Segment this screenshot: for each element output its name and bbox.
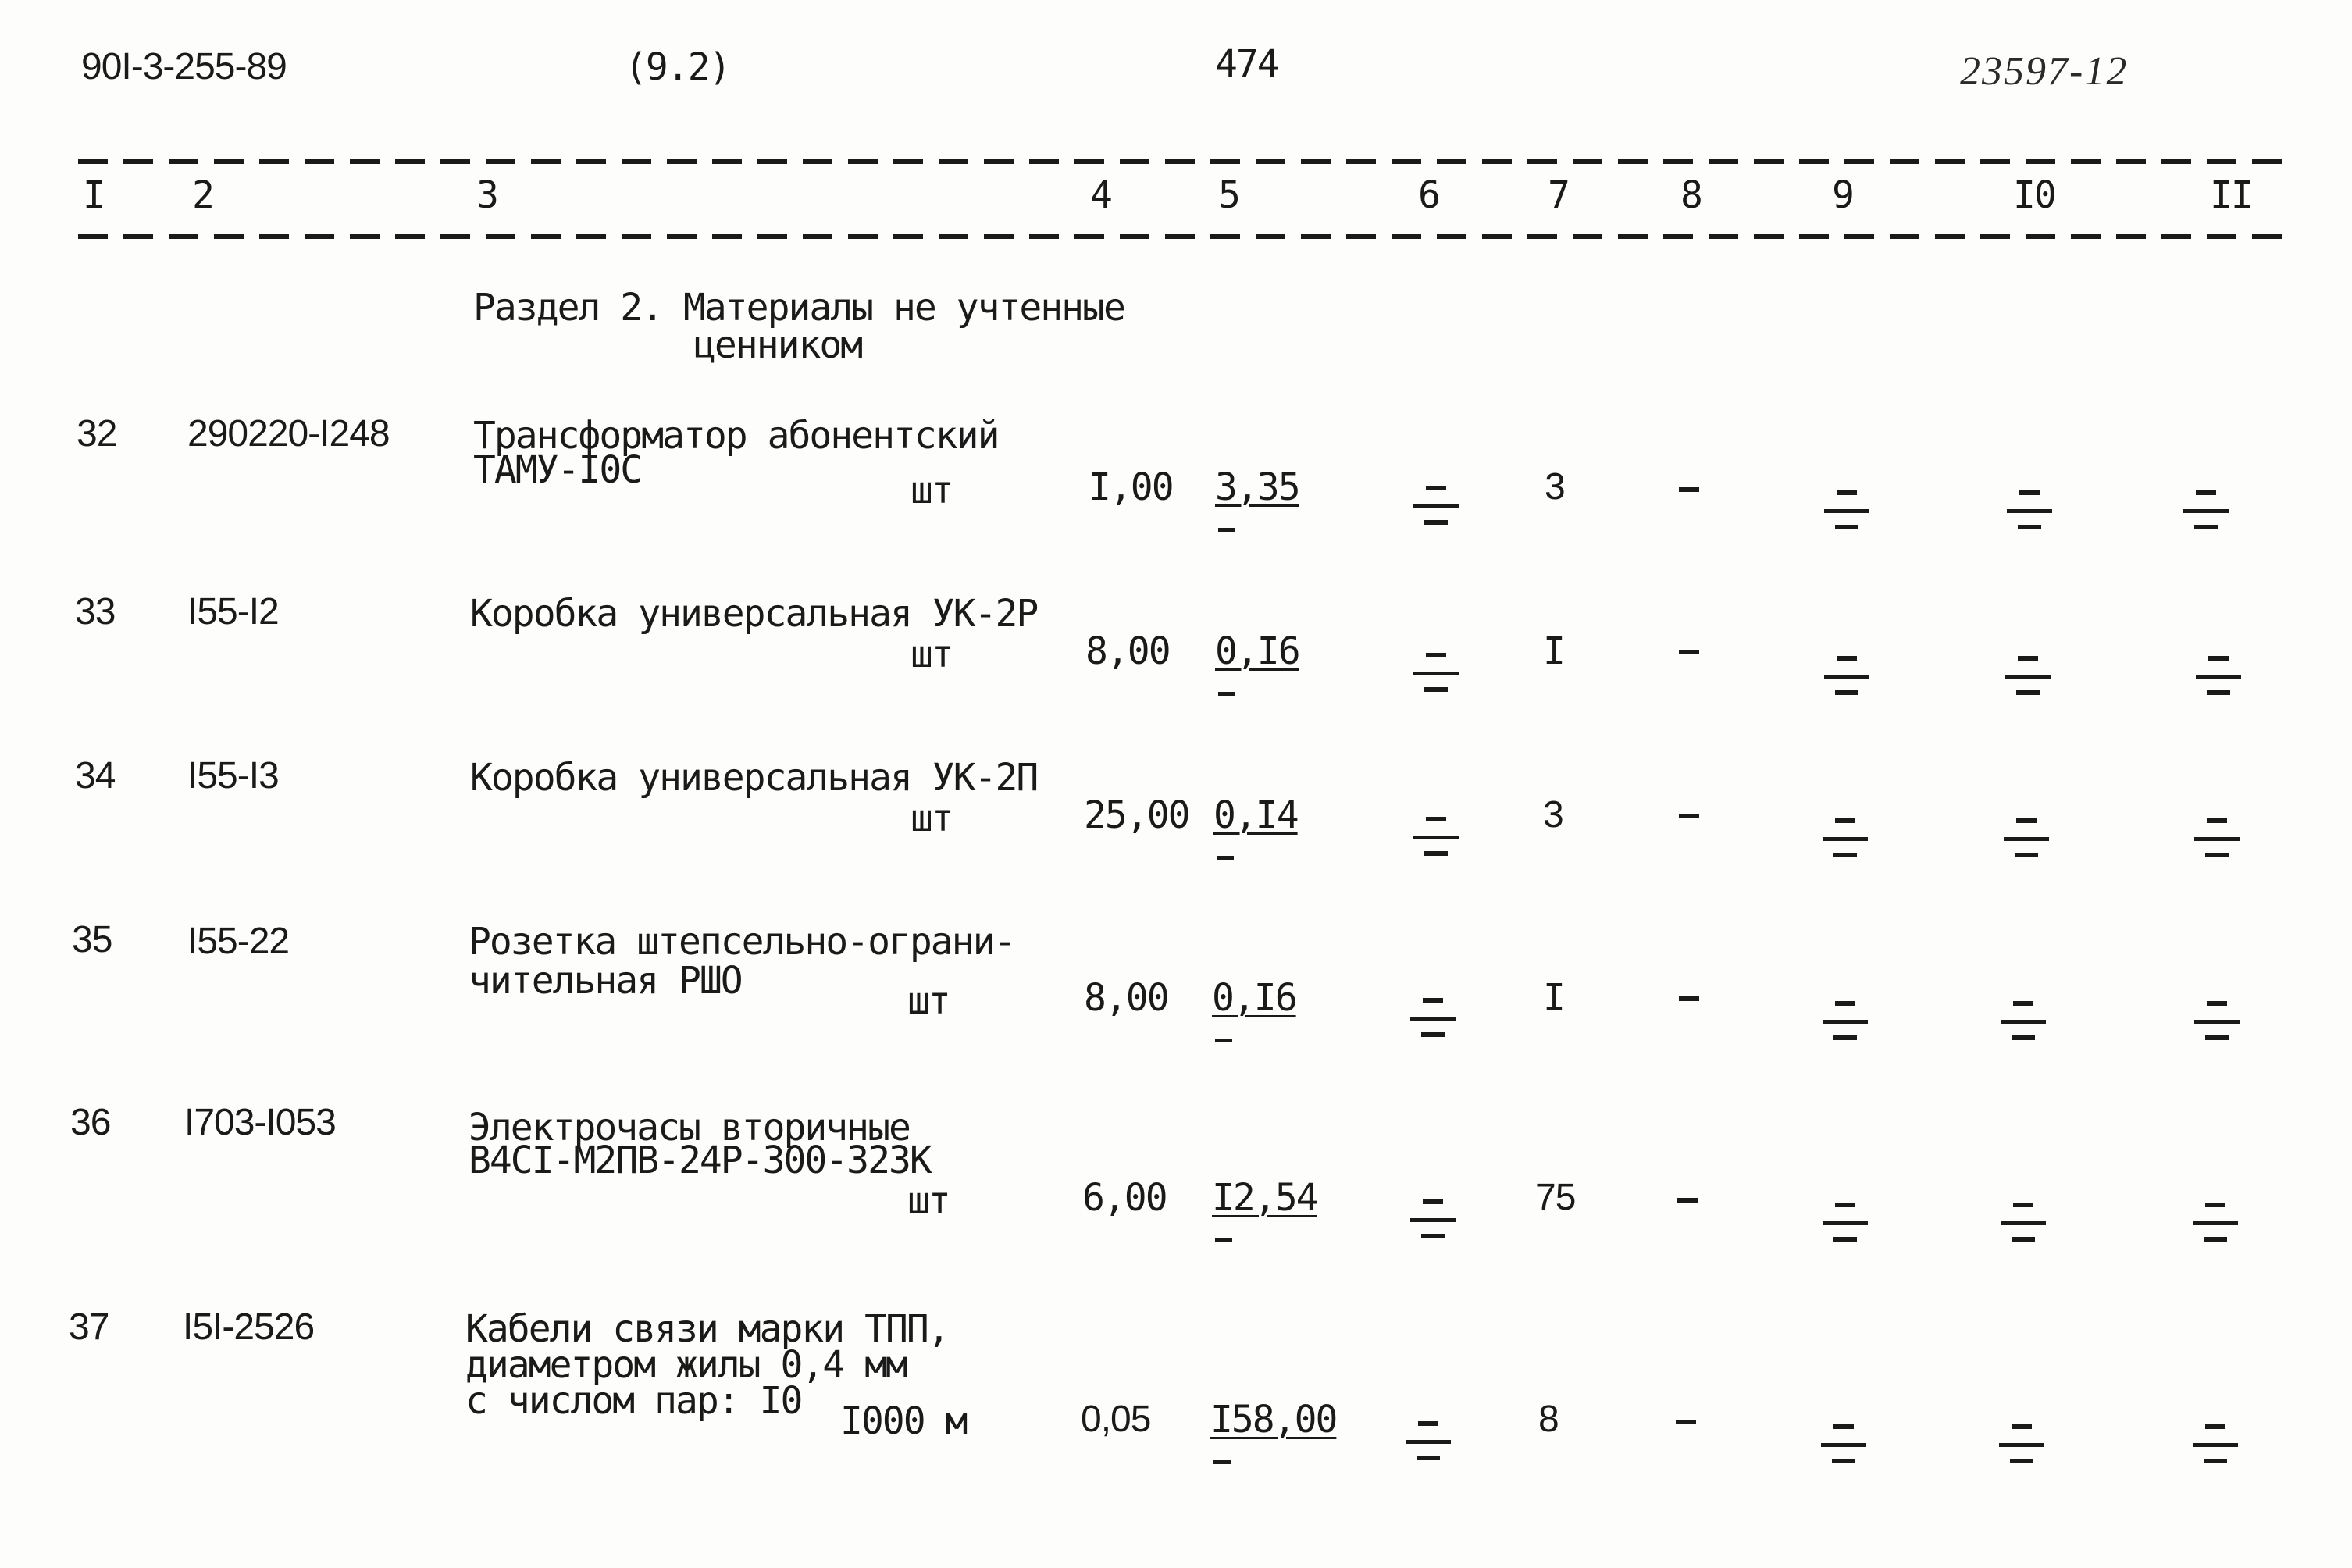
ditto-mark <box>1823 818 1868 865</box>
row-col7: 3 <box>1545 466 1565 508</box>
row-name-line: ТАМУ-I0С <box>473 448 642 492</box>
underline-mark <box>1215 1238 1232 1242</box>
ditto-mark <box>1410 998 1456 1045</box>
col-header-11: II <box>2210 173 2252 217</box>
row-col7: I <box>1543 629 1564 673</box>
underline-mark <box>1217 856 1234 860</box>
row-price: I2,54 <box>1212 1179 1317 1217</box>
ditto-mark <box>2005 656 2051 703</box>
row-name-line: с числом пар: I0 <box>465 1379 802 1423</box>
row-name-line: чительная РШО <box>469 959 742 1003</box>
ditto-mark <box>2193 1424 2238 1471</box>
row-unit: I000 м <box>840 1399 967 1443</box>
row-number: 35 <box>72 919 112 960</box>
col-header-2: 2 <box>192 173 213 217</box>
row-name-line: Розетка штепсельно-ограни- <box>469 920 1015 964</box>
dash-mark <box>1679 814 1699 818</box>
row-quantity: 8,00 <box>1085 629 1170 673</box>
row-number: 32 <box>77 413 117 454</box>
ditto-mark <box>1824 490 1869 537</box>
row-col7: 75 <box>1535 1177 1576 1218</box>
section-title-line-2: ценником <box>693 323 862 367</box>
ditto-mark <box>1406 1421 1451 1468</box>
row-code: I5I-2526 <box>183 1306 315 1348</box>
col-header-9: 9 <box>1832 173 1853 217</box>
row-quantity: I,00 <box>1089 465 1173 509</box>
row-code: I55-I2 <box>187 591 279 633</box>
ditto-mark <box>2194 818 2240 865</box>
row-unit: шт <box>907 1179 950 1223</box>
col-header-8: 8 <box>1680 173 1702 217</box>
underline-mark <box>1213 1460 1231 1464</box>
row-name-line: Электрочасы вторичные <box>469 1106 910 1149</box>
underline-mark <box>1215 1039 1232 1042</box>
ditto-mark <box>2001 1001 2046 1048</box>
ditto-mark <box>2183 490 2229 537</box>
ditto-mark <box>1413 486 1459 533</box>
row-quantity: 0,05 <box>1081 1399 1151 1440</box>
ditto-mark <box>1410 1199 1456 1246</box>
col-header-10: I0 <box>2013 173 2055 217</box>
document-code: 90I-3-255-89 <box>81 46 287 87</box>
ditto-mark <box>2193 1203 2238 1249</box>
row-unit: шт <box>911 633 953 676</box>
row-col7: 3 <box>1543 794 1563 836</box>
sheet-number: 23597-12 <box>1960 49 2129 94</box>
ditto-mark <box>1413 653 1459 700</box>
col-header-7: 7 <box>1548 173 1569 217</box>
row-quantity: 25,00 <box>1084 793 1189 837</box>
row-number: 36 <box>70 1102 111 1143</box>
row-col7: I <box>1543 976 1564 1020</box>
ditto-mark <box>2004 818 2049 865</box>
col-header-1: I <box>83 173 104 217</box>
row-code: I703-I053 <box>184 1102 336 1143</box>
underline-mark <box>1218 528 1235 532</box>
row-code: 290220-I248 <box>187 413 390 454</box>
header-rule-top <box>78 159 2296 164</box>
dash-mark <box>1679 996 1699 1001</box>
ditto-mark <box>2007 490 2052 537</box>
row-price: 0,I4 <box>1213 796 1298 834</box>
dash-mark <box>1676 1420 1696 1424</box>
underline-mark <box>1218 692 1235 696</box>
ditto-mark <box>1821 1424 1866 1471</box>
col-header-3: 3 <box>476 173 497 217</box>
ditto-mark <box>1823 1203 1868 1249</box>
ditto-mark <box>1999 1424 2044 1471</box>
ditto-mark <box>2001 1203 2046 1249</box>
row-number: 34 <box>75 755 116 796</box>
header-rule-bottom <box>78 234 2296 239</box>
row-name-line: диаметром жилы 0,4 мм <box>465 1343 907 1387</box>
row-name-line: Кабели связи марки ТПП, <box>465 1307 949 1351</box>
row-code: I55-22 <box>187 921 290 962</box>
col-header-5: 5 <box>1218 173 1239 217</box>
row-price: I58,00 <box>1210 1401 1336 1438</box>
row-quantity: 8,00 <box>1084 976 1168 1020</box>
row-name-line: Трансформатор абонентский <box>473 414 999 458</box>
dash-mark <box>1677 1198 1698 1203</box>
row-unit: шт <box>911 796 953 840</box>
ditto-mark <box>1824 656 1869 703</box>
ditto-mark <box>1413 817 1459 864</box>
row-price: 0,I6 <box>1215 633 1299 670</box>
dash-mark <box>1679 650 1699 654</box>
row-number: 33 <box>75 591 116 633</box>
row-unit: шт <box>911 469 953 512</box>
page-number: 474 <box>1215 42 1278 86</box>
ditto-mark <box>2194 1001 2240 1048</box>
row-name-line: Коробка универсальная УК-2П <box>470 756 1038 800</box>
row-code: I55-I3 <box>187 755 279 796</box>
row-quantity: 6,00 <box>1082 1176 1167 1220</box>
row-col7: 8 <box>1538 1399 1559 1440</box>
ditto-mark <box>2196 656 2241 703</box>
row-unit: шт <box>907 979 950 1023</box>
row-name-line: Коробка универсальная УК-2Р <box>470 592 1038 636</box>
col-header-6: 6 <box>1418 173 1439 217</box>
section-title-line-1: Раздел 2. Материалы не учтенные <box>473 286 1124 330</box>
dash-mark <box>1679 487 1699 492</box>
row-price: 0,I6 <box>1212 979 1296 1017</box>
section-number: (9.2) <box>625 45 730 89</box>
row-name-line: В4СI-М2ПВ-24Р-300-323К <box>469 1139 931 1182</box>
row-price: 3,35 <box>1215 469 1299 506</box>
col-header-4: 4 <box>1090 173 1111 217</box>
row-number: 37 <box>69 1306 109 1348</box>
ditto-mark <box>1823 1001 1868 1048</box>
